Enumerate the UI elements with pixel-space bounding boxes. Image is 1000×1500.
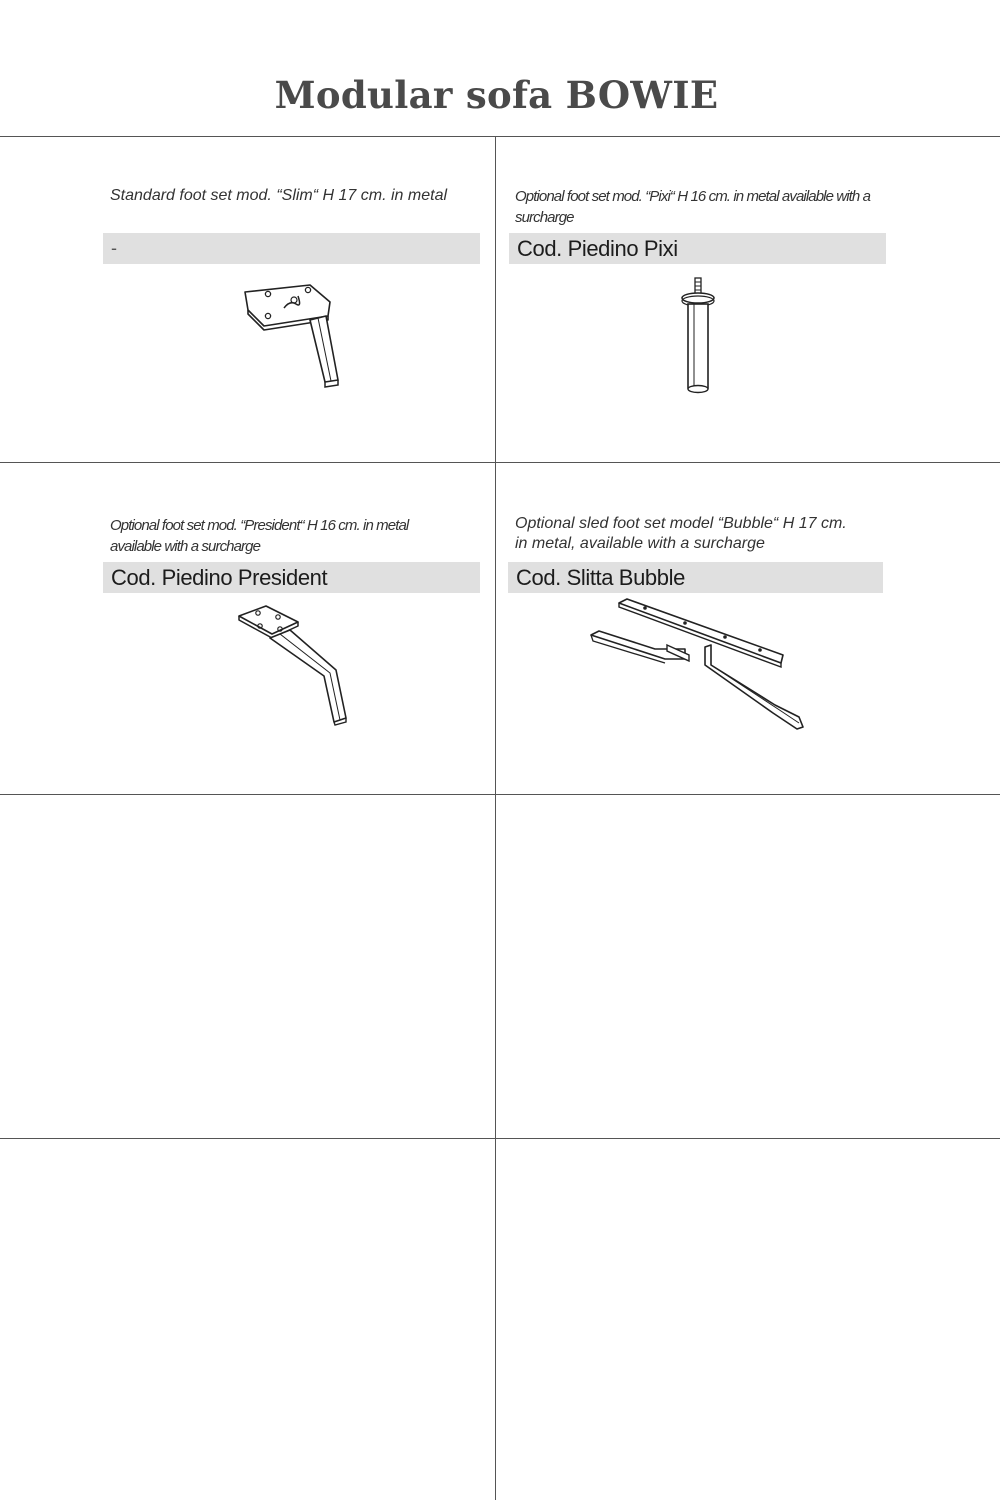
product-code: Cod. Piedino Pixi	[509, 233, 886, 264]
empty-cell	[496, 795, 1000, 1138]
empty-cell	[0, 795, 495, 1138]
product-description: Optional foot set mod. “President“ H 16 cm. in metal available with a surcharge	[110, 517, 409, 555]
empty-cell	[496, 1139, 1000, 1500]
bubble-sled-drawing	[585, 595, 810, 735]
page-title: Modular sofa BOWIE	[274, 72, 719, 117]
product-code: Cod. Piedino President	[103, 562, 480, 593]
empty-cell	[0, 1139, 495, 1500]
grid-divider	[0, 136, 1000, 137]
pixi-foot-drawing	[675, 276, 721, 398]
slim-foot-drawing	[240, 280, 350, 390]
product-code: -	[103, 233, 480, 264]
grid-divider	[0, 462, 1000, 463]
product-code: Cod. Slitta Bubble	[508, 562, 883, 593]
product-description: Standard foot set mod. “Slim“ H 17 cm. in metal	[110, 187, 448, 204]
product-description: Optional foot set mod. “Pixi“ H 16 cm. in metal available with a surcharge	[515, 188, 871, 226]
product-description: Optional sled foot set model “Bubble“ H 17 cm. in metal, available with a surcharge	[515, 515, 847, 552]
president-foot-drawing	[236, 604, 356, 729]
